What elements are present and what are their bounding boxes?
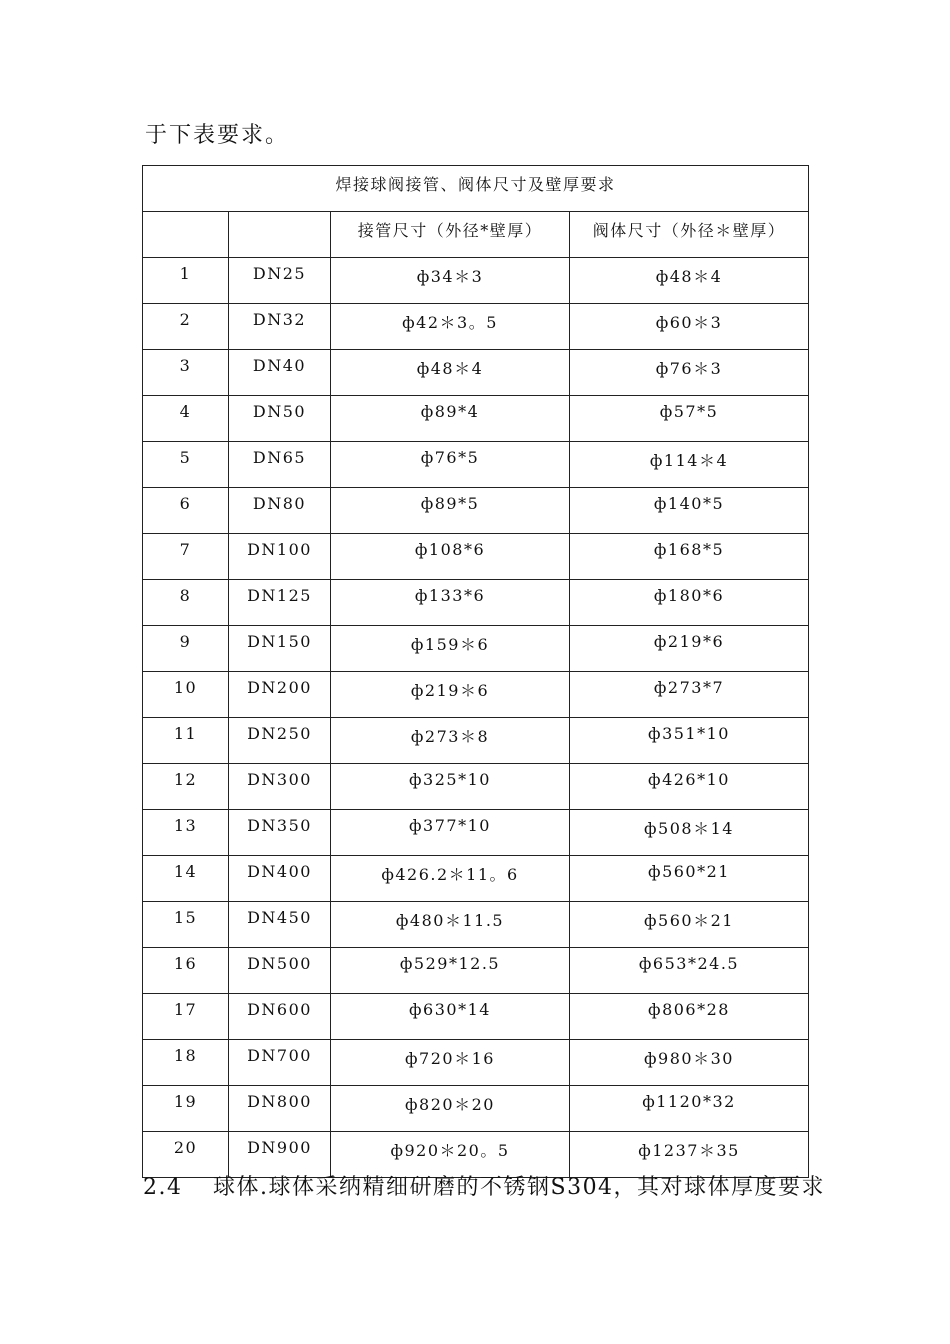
- table-row: [143, 764, 809, 810]
- cell-body-size: ф168*5: [570, 534, 809, 580]
- cell-nominal-size: DN800: [229, 1086, 331, 1132]
- table-row: [143, 350, 809, 396]
- spec-table: [142, 165, 809, 1178]
- cell-body-size: ф980＊30: [570, 1040, 809, 1086]
- cell-pipe-size: ф920＊20。5: [331, 1132, 570, 1178]
- cell-pipe-size: ф480＊11.5: [331, 902, 570, 948]
- cell-index: 18: [143, 1040, 229, 1086]
- intro-text: 于下表要求。: [145, 123, 290, 148]
- cell-pipe-size: ф159＊6: [331, 626, 570, 672]
- cell-body-size: ф76＊3: [570, 350, 809, 396]
- cell-nominal-size: DN80: [229, 488, 331, 534]
- cell-body-size: ф560＊21: [570, 902, 809, 948]
- table-row: [143, 994, 809, 1040]
- table-row: [143, 902, 809, 948]
- cell-body-size: ф806*28: [570, 994, 809, 1040]
- table-row: [143, 396, 809, 442]
- section-text: 球体.球体采纳精细研磨的不锈钢S304，其对球体厚度要求: [213, 1175, 826, 1200]
- cell-body-size: ф219*6: [570, 626, 809, 672]
- cell-pipe-size: ф108*6: [331, 534, 570, 580]
- cell-nominal-size: DN600: [229, 994, 331, 1040]
- cell-pipe-size: ф219＊6: [331, 672, 570, 718]
- table-row: [143, 626, 809, 672]
- cell-nominal-size: DN400: [229, 856, 331, 902]
- cell-index: 5: [143, 442, 229, 488]
- cell-index: 1: [143, 258, 229, 304]
- section-number: 2.4: [143, 1175, 183, 1200]
- cell-body-size: ф140*5: [570, 488, 809, 534]
- table-row: [143, 672, 809, 718]
- cell-index: 16: [143, 948, 229, 994]
- table-row: [143, 488, 809, 534]
- cell-nominal-size: DN25: [229, 258, 331, 304]
- cell-pipe-size: ф426.2＊11。6: [331, 856, 570, 902]
- cell-body-size: ф560*21: [570, 856, 809, 902]
- cell-body-size: ф273*7: [570, 672, 809, 718]
- cell-pipe-size: ф377*10: [331, 810, 570, 856]
- cell-nominal-size: DN350: [229, 810, 331, 856]
- cell-body-size: ф1120*32: [570, 1086, 809, 1132]
- cell-body-size: ф351*10: [570, 718, 809, 764]
- cell-pipe-size: ф89*5: [331, 488, 570, 534]
- cell-body-size: ф426*10: [570, 764, 809, 810]
- cell-pipe-size: ф133*6: [331, 580, 570, 626]
- cell-nominal-size: DN200: [229, 672, 331, 718]
- cell-index: 19: [143, 1086, 229, 1132]
- table-row: [143, 856, 809, 902]
- table-row: [143, 442, 809, 488]
- cell-pipe-size: ф273＊8: [331, 718, 570, 764]
- cell-index: 8: [143, 580, 229, 626]
- table-row: [143, 810, 809, 856]
- table-header-row: [143, 212, 809, 258]
- table-row: [143, 258, 809, 304]
- cell-nominal-size: DN150: [229, 626, 331, 672]
- cell-index: 14: [143, 856, 229, 902]
- cell-pipe-size: ф42＊3。5: [331, 304, 570, 350]
- cell-nominal-size: DN125: [229, 580, 331, 626]
- table-row: [143, 534, 809, 580]
- table-row: [143, 718, 809, 764]
- cell-pipe-size: ф76*5: [331, 442, 570, 488]
- table-row: [143, 948, 809, 994]
- cell-pipe-size: ф630*14: [331, 994, 570, 1040]
- cell-nominal-size: DN65: [229, 442, 331, 488]
- cell-nominal-size: DN40: [229, 350, 331, 396]
- cell-index: 15: [143, 902, 229, 948]
- cell-nominal-size: DN50: [229, 396, 331, 442]
- cell-body-size: ф114＊4: [570, 442, 809, 488]
- table-title: 焊接球阀接管、阀体尺寸及壁厚要求: [143, 166, 809, 212]
- cell-pipe-size: ф48＊4: [331, 350, 570, 396]
- cell-body-size: ф60＊3: [570, 304, 809, 350]
- cell-pipe-size: ф529*12.5: [331, 948, 570, 994]
- cell-index: 3: [143, 350, 229, 396]
- table-row: [143, 580, 809, 626]
- table-row: [143, 304, 809, 350]
- cell-body-size: ф653*24.5: [570, 948, 809, 994]
- cell-index: 9: [143, 626, 229, 672]
- cell-nominal-size: DN32: [229, 304, 331, 350]
- header-pipe-size: 接管尺寸（外径*壁厚）: [331, 212, 570, 258]
- cell-nominal-size: DN300: [229, 764, 331, 810]
- header-nominal-size: [229, 212, 331, 258]
- cell-nominal-size: DN700: [229, 1040, 331, 1086]
- cell-pipe-size: ф34＊3: [331, 258, 570, 304]
- table-row: [143, 1040, 809, 1086]
- cell-index: 11: [143, 718, 229, 764]
- cell-index: 17: [143, 994, 229, 1040]
- cell-body-size: ф48＊4: [570, 258, 809, 304]
- cell-index: 7: [143, 534, 229, 580]
- table-row: [143, 1086, 809, 1132]
- header-index: [143, 212, 229, 258]
- cell-nominal-size: DN450: [229, 902, 331, 948]
- cell-index: 13: [143, 810, 229, 856]
- cell-pipe-size: ф89*4: [331, 396, 570, 442]
- cell-index: 10: [143, 672, 229, 718]
- cell-nominal-size: DN500: [229, 948, 331, 994]
- cell-nominal-size: DN900: [229, 1132, 331, 1178]
- cell-pipe-size: ф720＊16: [331, 1040, 570, 1086]
- cell-nominal-size: DN100: [229, 534, 331, 580]
- cell-body-size: ф1237＊35: [570, 1132, 809, 1178]
- cell-body-size: ф57*5: [570, 396, 809, 442]
- cell-index: 12: [143, 764, 229, 810]
- cell-body-size: ф508＊14: [570, 810, 809, 856]
- header-body-size: 阀体尺寸（外径＊壁厚）: [570, 212, 809, 258]
- cell-nominal-size: DN250: [229, 718, 331, 764]
- cell-index: 6: [143, 488, 229, 534]
- table-title-row: [143, 166, 809, 212]
- section-paragraph: [143, 1170, 825, 1201]
- cell-pipe-size: ф820＊20: [331, 1086, 570, 1132]
- cell-index: 2: [143, 304, 229, 350]
- cell-index: 4: [143, 396, 229, 442]
- cell-index: 20: [143, 1132, 229, 1178]
- cell-body-size: ф180*6: [570, 580, 809, 626]
- cell-pipe-size: ф325*10: [331, 764, 570, 810]
